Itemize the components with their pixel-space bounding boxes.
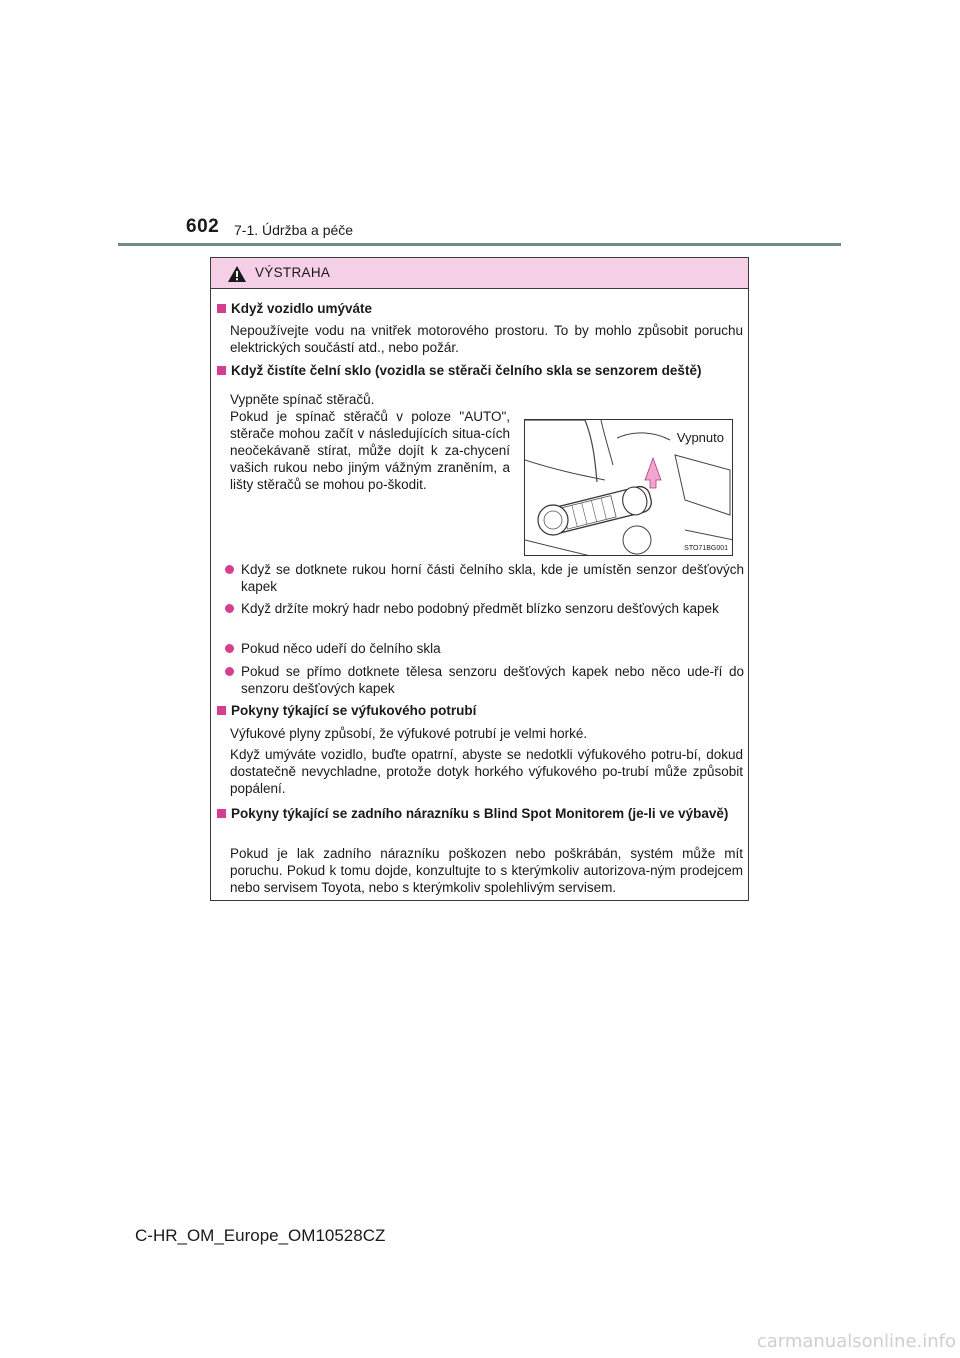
square-bullet (217, 366, 226, 375)
bullet-text: Když držíte mokrý hadr nebo podobný předmět blízko senzoru dešťových kapek (241, 601, 719, 616)
figure-code: STO71BG001 (684, 545, 728, 552)
warning-box (210, 257, 749, 901)
footer-doc-id: C-HR_OM_Europe_OM10528CZ (135, 1226, 386, 1245)
exhaust-text-2: Když umýváte vozidlo, buďte opatrní, abyste se nedotkli výfukového potru-bí, dokud dostatečně nevychladne, protože dotyk horkého výfukového po-trubí může způsobit popálení. (230, 747, 743, 796)
round-bullet (225, 604, 234, 613)
warning-triangle-icon (227, 265, 247, 283)
warning-header (211, 258, 748, 289)
page-number: 602 (186, 216, 220, 237)
bullet-text: Pokud se přímo dotknete tělesa senzoru dešťových kapek nebo něco ude-ří do senzoru dešťových kapek (241, 664, 744, 696)
watermark: carmanualsonline.info (756, 1331, 956, 1352)
header-rule (118, 243, 841, 246)
wiper-switch-figure (524, 419, 733, 556)
item-heading-windshield (217, 362, 742, 379)
square-bullet (217, 809, 226, 818)
figure-label: Vypnuto (676, 430, 724, 445)
washing-text: Nepoužívejte vodu na vnitřek motorového prostoru. To by mohlo způsobit poruchu elektrických součástí atd., nebo požár. (230, 323, 743, 355)
warning-title: VÝSTRAHA (255, 265, 331, 280)
windshield-text-1: Vypněte spínač stěračů. (230, 392, 375, 407)
square-bullet (217, 304, 226, 313)
item-heading-exhaust (217, 702, 742, 719)
bumper-text: Pokud je lak zadního nárazníku poškozen nebo poškrábán, systém může mít poruchu. Pokud k tomu dojde, konzultujte to s kterýmkoliv autorizova-ným prodejcem nebo servisem Toyota, nebo s kterýmkoliv spolehlivým servisem. (230, 846, 743, 895)
windshield-text-2: Pokud je spínač stěračů v poloze "AUTO", stěrače mohou začít v následujících situa-cích neočekávaně stírat, může dojít k za-chycení vašich rukou nebo jiným vážným zraněním, a lišty stěračů se mohou po-škodit. (230, 409, 510, 492)
section-title: 7-1. Údržba a péče (234, 222, 354, 238)
round-bullet (225, 644, 234, 653)
heading-text: Pokyny týkající se zadního nárazníku s Blind Spot Monitorem (je-li ve výbavě) (231, 806, 729, 821)
exhaust-text-1: Výfukové plyny způsobí, že výfukové potrubí je velmi horké. (230, 726, 588, 741)
heading-text: Když vozidlo umýváte (231, 301, 373, 316)
heading-text: Když čistíte čelní sklo (vozidla se stěrači čelního skla se senzorem deště) (231, 363, 702, 378)
bullet-text: Pokud něco udeří do čelního skla (241, 641, 441, 656)
item-heading-washing (217, 300, 742, 317)
square-bullet (217, 706, 226, 715)
round-bullet (225, 565, 234, 574)
round-bullet (225, 667, 234, 676)
item-heading-bumper (217, 805, 742, 822)
bullet-text: Když se dotknete rukou horní části čelního skla, kde je umístěn senzor dešťových kapek (241, 562, 744, 594)
heading-text: Pokyny týkající se výfukového potrubí (231, 703, 477, 718)
